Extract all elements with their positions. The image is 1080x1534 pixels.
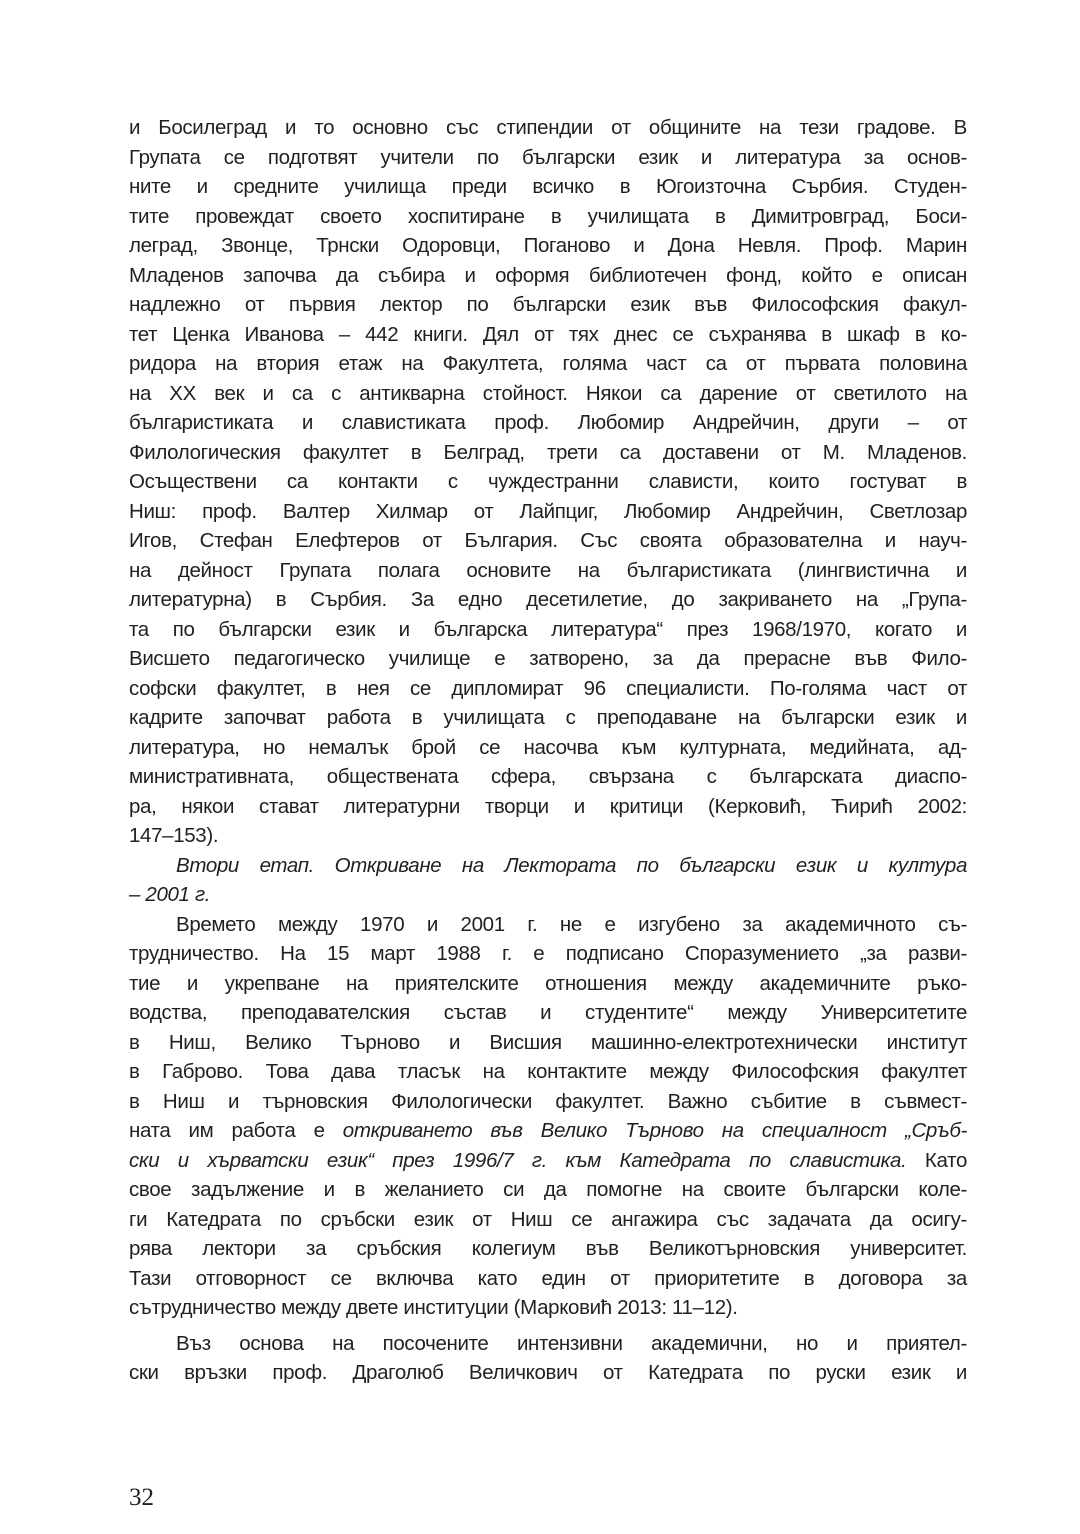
text-line — [129, 408, 967, 438]
text-line — [129, 526, 967, 556]
text-segment: свое задължение и в желанието си да помогне на своите български коле- — [129, 1178, 967, 1201]
text-line — [129, 644, 967, 674]
text-line — [129, 1028, 967, 1058]
text-segment: Висшето педагогическо училище е затворено, за да прерасне във Фило- — [129, 647, 967, 670]
text-line — [129, 1205, 967, 1235]
text-segment: водства, преподавателския състав и студентите“ между Университетите — [129, 1001, 967, 1024]
text-line — [129, 349, 967, 379]
italic-text: ски и хърватски език“ през 1996/7 г. към Катедрата по славистика. — [129, 1148, 907, 1172]
text-line — [129, 290, 967, 320]
text-segment: Времето между 1970 и 2001 г. не е изгубено за академичното съ- — [176, 912, 967, 936]
text-segment: ната им работа е — [129, 1119, 343, 1142]
text-line — [129, 438, 967, 468]
text-segment: и Босилеград и то основно със стипендии от общините на тези градове. В — [129, 116, 967, 139]
text-line — [129, 674, 967, 704]
text-line — [129, 851, 967, 881]
text-line — [129, 113, 967, 143]
text-line — [129, 231, 967, 261]
text-segment: в Ниш и търновския Филологически факултет. Важно събитие в съвмест- — [129, 1089, 967, 1113]
text-line — [129, 320, 967, 350]
text-segment: в Габрово. Това дава тласък на контактите между Философския факултет — [129, 1060, 967, 1083]
text-line — [129, 497, 967, 527]
text-segment: та по български език и българска литература“ през 1968/1970, когато и — [129, 617, 967, 641]
text-segment: Като — [906, 1148, 967, 1172]
text-line — [129, 467, 967, 497]
text-segment: българистиката и славистиката проф. Любомир Андрейчин, други – от — [129, 411, 967, 434]
text-segment: Осъществени са контакти с чуждестранни слависти, които гостуват в — [129, 470, 967, 493]
text-segment: Филологическия факултет в Белград, трети са доставени от М. Младенов. — [129, 440, 967, 464]
text-line — [129, 556, 967, 586]
text-segment: ра, някои стават литературни творци и критици (Керковић, Ћирић 2002: — [129, 794, 967, 818]
text-segment: тет Ценка Иванова – 442 книги. Дял от тях днес се съхранява в шкаф в ко- — [129, 322, 967, 346]
text-segment: Ниш: проф. Валтер Хилмар от Лайпциг, Любомир Андрейчин, Светлозар — [129, 499, 967, 523]
text-line — [129, 1146, 967, 1176]
text-line — [129, 615, 967, 645]
text-line — [129, 1358, 967, 1388]
text-segment: Тази отговорност се включва като един от приоритетите в договора за — [129, 1266, 967, 1290]
text-line — [129, 969, 967, 999]
italic-text: Втори етап. Откриване на Лектората по български език и култура — [176, 853, 967, 877]
text-line — [129, 880, 967, 910]
text-line — [129, 1234, 967, 1264]
text-line — [129, 792, 967, 822]
text-segment: рява лектори за сръбския колегиум във Великотърновския университет. — [129, 1237, 967, 1260]
text-segment: Игов, Стефан Елефтеров от България. Със своята образователна и науч- — [129, 529, 967, 552]
text-segment: на дейност Групата полага основите на българистиката (лингвистична и — [129, 558, 967, 582]
text-segment: надлежно от първия лектор по български език във Философския факул- — [129, 293, 967, 316]
text-line — [129, 998, 967, 1028]
text-segment: софски факултет, в нея се дипломират 96 специалисти. По-голяма част от — [129, 676, 967, 700]
text-line — [129, 202, 967, 232]
text-line — [129, 1264, 967, 1294]
text-line — [129, 821, 967, 851]
text-line — [129, 261, 967, 291]
text-line — [129, 1087, 967, 1117]
text-segment: министративната, обществената сфера, свързана с българската диаспо- — [129, 765, 967, 788]
text-segment: тие и укрепване на приятелските отношения между академичните ръко- — [129, 971, 967, 995]
text-segment: литературна) в Сърбия. За едно десетилетие, до закриването на „Група- — [129, 588, 967, 611]
text-line — [129, 1329, 967, 1359]
text-segment: литература, но немалък брой се насочва към културната, медийната, ад- — [129, 735, 967, 759]
text-segment: сътрудничество между двете институции (Марковић 2013: 11–12). — [129, 1296, 738, 1319]
text-segment: на XX век и са с антикварна стойност. Някои са дарение от светилото на — [129, 381, 967, 405]
text-line — [129, 143, 967, 173]
text-segment: Въз основа на посочените интензивни академични, но и приятел- — [176, 1331, 967, 1355]
text-segment: леград, Звонце, Трнски Одоровци, Поганово и Дона Невля. Проф. Марин — [129, 234, 967, 257]
text-segment: в Ниш, Велико Търново и Висшия машинно-електротехнически институт — [129, 1030, 967, 1054]
text-line — [129, 585, 967, 615]
text-line — [129, 703, 967, 733]
text-segment: ски връзки проф. Драголюб Величкович от Катедрата по руски език и — [129, 1361, 967, 1384]
text-segment: ги Катедрата по сръбски език от Ниш се ангажира със задачата да осигу- — [129, 1207, 967, 1231]
text-segment: Групата се подготвят учители по български език и литература за основ- — [129, 145, 967, 169]
text-line — [129, 379, 967, 409]
text-line — [129, 939, 967, 969]
text-line — [129, 762, 967, 792]
text-segment: 147–153). — [129, 824, 219, 847]
text-line — [129, 910, 967, 940]
text-segment: ните и средните училища преди всичко в Югоизточна Сърбия. Студен- — [129, 175, 967, 198]
text-line — [129, 1057, 967, 1087]
page-number: 32 — [129, 1484, 154, 1511]
italic-text: – 2001 г. — [129, 883, 211, 906]
text-line — [129, 733, 967, 763]
text-segment: кадрите започват работа в училищата с преподаване на български език и — [129, 706, 967, 729]
text-line — [129, 172, 967, 202]
document-body — [129, 113, 967, 1388]
text-line — [129, 1175, 967, 1205]
text-segment: ридора на втория етаж на Факултета, голяма част са от първата половина — [129, 352, 967, 375]
text-segment: Младенов започва да събира и оформя библиотечен фонд, който е описан — [129, 263, 967, 287]
text-line — [129, 1116, 967, 1146]
text-segment: трудничество. На 15 март 1988 г. е подписано Споразумението „за разви- — [129, 942, 967, 965]
italic-text: откриването във Велико Търново на специалност „Сръб- — [342, 1119, 967, 1142]
text-line — [129, 1293, 967, 1323]
text-segment: тите провеждат своето хоспитиране в училищата в Димитровград, Боси- — [129, 204, 967, 228]
